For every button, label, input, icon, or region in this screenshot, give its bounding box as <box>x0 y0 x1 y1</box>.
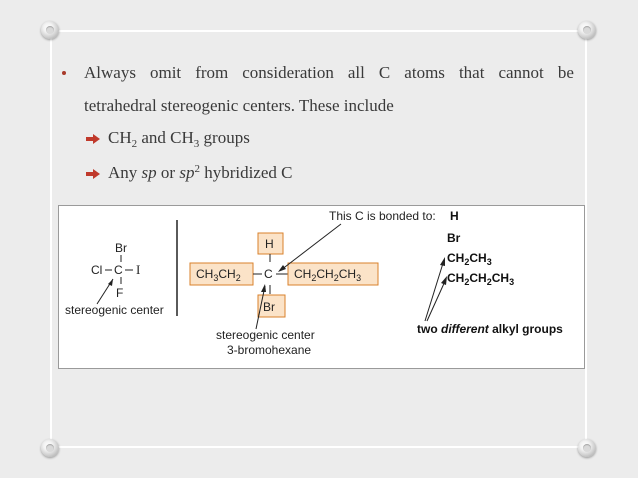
word: atoms <box>404 63 445 82</box>
arrow-bullet-icon <box>86 169 100 179</box>
text: or <box>156 163 180 182</box>
pin-icon <box>578 439 596 457</box>
text: Any <box>108 163 142 182</box>
arrowhead <box>441 276 447 285</box>
bullet-text-line1 <box>84 63 574 83</box>
bullet-text-line2: tetrahedral stereogenic centers. These include <box>84 96 394 115</box>
text: sp <box>141 163 157 182</box>
left-caption: stereogenic center <box>65 303 164 317</box>
middle-right-group: $CH_2CH_2CH_3$ <box>294 267 362 283</box>
word: all <box>347 63 365 82</box>
arrowhead <box>440 257 445 266</box>
bonded-h: H <box>450 209 459 223</box>
subscript: 2 <box>131 138 138 150</box>
bonded-propyl: $CH_2CH_2CH_3$ <box>447 271 515 287</box>
bullet-dot-icon <box>62 71 66 75</box>
sub-bullet-ch2-ch3 <box>108 128 250 148</box>
left-f-label: F <box>116 286 124 300</box>
text: sp <box>179 163 195 182</box>
left-br-label: Br <box>115 241 127 255</box>
middle-caption2: 3-bromohexane <box>227 343 312 357</box>
arrowhead <box>261 284 266 292</box>
pin-icon <box>41 439 59 457</box>
arrow-bullet-icon <box>86 134 100 144</box>
middle-c-label: C <box>264 267 273 281</box>
superscript: 2 <box>194 163 200 175</box>
word: consideration <box>242 63 334 82</box>
figure-canvas <box>59 206 586 370</box>
pin-icon <box>578 21 596 39</box>
word: C <box>378 63 391 82</box>
middle-caption1: stereogenic center <box>216 328 315 342</box>
word: from <box>195 63 229 82</box>
word: that <box>458 63 485 82</box>
text: and CH <box>137 128 194 147</box>
word: Always <box>84 63 136 82</box>
text: CH <box>108 128 132 147</box>
text: hybridized C <box>199 163 293 182</box>
bonded-ethyl: $CH_2CH_3$ <box>447 251 492 267</box>
pin-icon <box>41 21 59 39</box>
text: groups <box>199 128 250 147</box>
bonded-label: This C is bonded to: <box>329 209 436 223</box>
middle-left-group: $CH_3CH_2$ <box>196 267 241 283</box>
subscript: 3 <box>193 138 200 150</box>
left-c-label: C <box>114 263 123 277</box>
word: be <box>557 63 574 82</box>
sub-bullet-sp-hybridized <box>108 163 293 183</box>
left-cl-label: Cl <box>91 263 103 277</box>
alkyl-caption: two different alkyl groups <box>417 322 563 336</box>
word: cannot <box>498 63 544 82</box>
left-i-label: I <box>136 262 141 277</box>
middle-br-label: Br <box>263 300 275 314</box>
arrowhead <box>278 265 286 272</box>
bonded-br: Br <box>447 231 461 245</box>
chemistry-figure <box>58 205 585 369</box>
middle-h-label: H <box>265 237 274 251</box>
word: omit <box>149 63 182 82</box>
